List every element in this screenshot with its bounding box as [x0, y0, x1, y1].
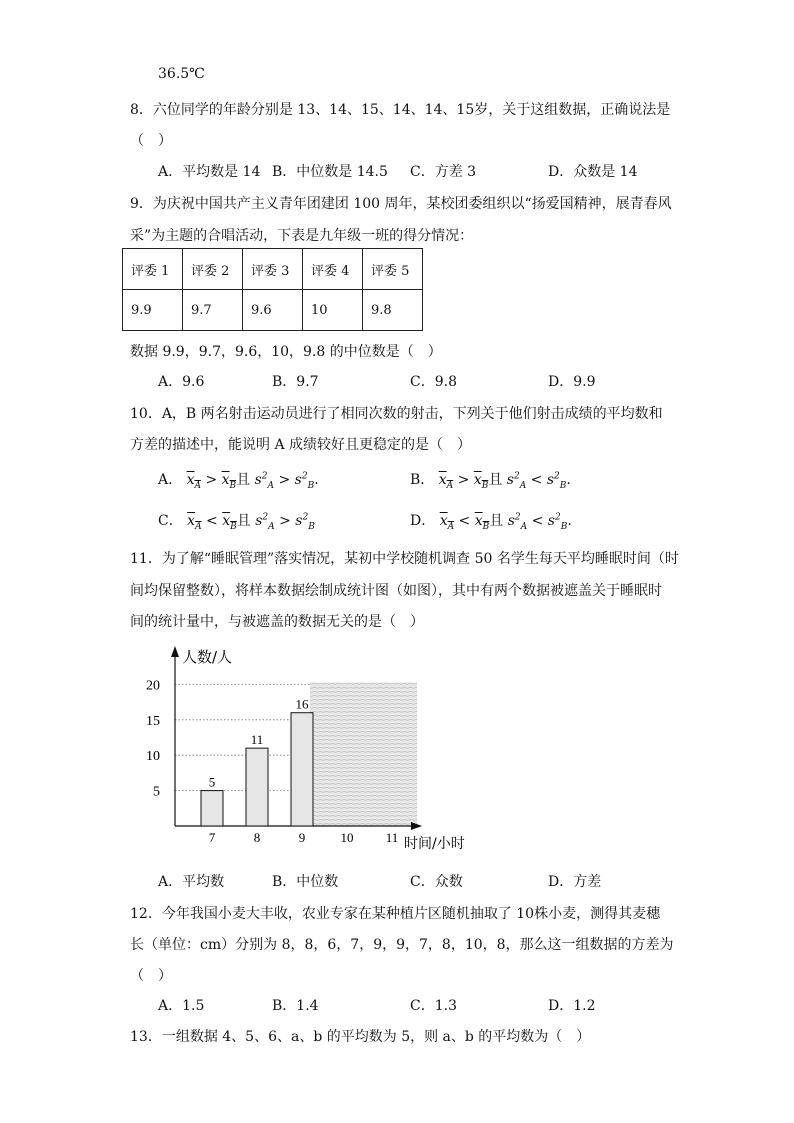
q10-option-d[interactable] — [410, 510, 572, 532]
period: . — [567, 513, 572, 529]
x-axis-label: 时间/小时 — [404, 836, 465, 852]
variance-relation: > — [279, 513, 291, 529]
q10-stem-line2: 方差的描述中，能说明 A 成绩较好且更稳定的是（ ） — [130, 437, 472, 453]
x-tick-label: 7 — [208, 830, 216, 845]
variance-symbol: $s^2_A$ — [507, 512, 528, 532]
table-cell: 9.9 — [123, 290, 183, 331]
q11-option-d[interactable]: D．方差 — [548, 874, 602, 890]
q12-stem-line1: 12．今年我国小麦大丰收，农业专家在某种植片区随机抽取了 10株小麦，测得其麦穗 — [130, 906, 661, 922]
table-header-row — [123, 249, 423, 290]
mean-symbol: $x_A$ — [186, 472, 201, 491]
option-label: A． — [158, 472, 183, 488]
q8-option-c[interactable]: C．方差 3 — [410, 164, 477, 180]
variance-relation: < — [531, 513, 544, 529]
x-tick-label: 8 — [253, 830, 261, 845]
y-axis-arrow — [171, 646, 179, 657]
sleep-time-bar-chart — [0, 630, 794, 870]
x-tick-label: 9 — [298, 830, 306, 845]
x-tick-label: 10 — [340, 830, 354, 845]
option-label: B． — [410, 472, 435, 488]
variance-relation: < — [530, 472, 543, 488]
table-cell: 10 — [303, 290, 363, 331]
q11-stem-line3: 间的统计量中，与被遮盖的数据无关的是（ ） — [130, 614, 424, 630]
y-axis-label: 人数/人 — [182, 648, 233, 666]
q12-option-d[interactable]: D．1.2 — [548, 998, 596, 1014]
mean-relation: > — [205, 472, 218, 488]
x-tick-label: 11 — [385, 830, 399, 845]
mean-symbol: $x_B$ — [474, 513, 490, 532]
q11-option-b[interactable]: B．中位数 — [272, 874, 339, 890]
option-label: D． — [410, 513, 436, 529]
variance-symbol: $s^2_A$ — [255, 512, 275, 532]
mean-relation: < — [458, 513, 471, 529]
table-header-cell: 评委 2 — [183, 249, 243, 290]
q9-stem-line1: 9．为庆祝中国共产主义青年团建团 100 周年，某校团委组织以“扬爱国精神，展青春风 — [130, 196, 672, 212]
period: . — [314, 472, 319, 488]
variance-symbol: $s^2_B$ — [295, 512, 315, 532]
q12-option-b[interactable]: B．1.4 — [272, 998, 319, 1014]
and-word: 且 — [236, 513, 251, 529]
q9-option-c[interactable]: C．9.8 — [410, 374, 457, 390]
bar — [246, 748, 268, 826]
mean-symbol: $x_A$ — [187, 513, 202, 532]
variance-symbol: $s^2_B$ — [294, 471, 315, 491]
bar-data-label: 11 — [250, 732, 264, 748]
mean-symbol: $x_A$ — [439, 513, 455, 532]
and-word: 且 — [489, 513, 504, 529]
variance-symbol: $s^2_A$ — [254, 471, 275, 491]
q9-option-a[interactable]: A．9.6 — [158, 374, 205, 390]
bar-data-label: 16 — [295, 696, 309, 712]
table-header-cell: 评委 5 — [363, 249, 423, 290]
mean-relation: < — [206, 513, 218, 529]
q11-option-a[interactable]: A．平均数 — [158, 874, 225, 890]
mean-symbol: $x_B$ — [222, 513, 237, 532]
q8-stem: 8．六位同学的年龄分别是 13、14、15、14、14、15岁，关于这组数据，正确说法是 — [130, 102, 671, 118]
period: . — [566, 472, 571, 488]
q10-option-c[interactable] — [158, 510, 315, 532]
q13-stem: 13．一组数据 4、5、6、a、b 的平均数为 5，则 a、b 的平均数为（ ） — [130, 1029, 591, 1045]
table-row — [123, 290, 423, 331]
q12-answer-paren: （ ） — [130, 968, 172, 984]
bar-data-label: 5 — [208, 774, 216, 790]
q11-option-c[interactable]: C．众数 — [410, 874, 463, 890]
q12-option-c[interactable]: C．1.3 — [410, 998, 457, 1014]
q9-option-b[interactable]: B．9.7 — [272, 374, 319, 390]
q9-question: 数据 9.9，9.7，9.6，10，9.8 的中位数是（ ） — [130, 344, 442, 360]
q12-stem-line2: 长（单位：cm）分别为 8，8，6，7，9，9，7，8，10，8，那么这一组数据的方差为 — [130, 937, 674, 953]
q10-option-a[interactable] — [158, 469, 319, 491]
y-tick-label: 15 — [146, 713, 160, 729]
variance-relation: > — [278, 472, 291, 488]
bar — [291, 713, 313, 826]
variance-symbol: $s^2_A$ — [506, 471, 527, 491]
table-header-cell: 评委 3 — [243, 249, 303, 290]
previous-answer-fragment: 36.5℃ — [158, 66, 205, 82]
y-tick-label: 20 — [146, 678, 160, 694]
option-label: C． — [158, 513, 183, 529]
q11-stem-line2: 间均保留整数），将样本数据绘制成统计图（如图），其中有两个数据被遮盖关于睡眠时 — [130, 583, 662, 599]
table-cell: 9.7 — [183, 290, 243, 331]
q12-option-a[interactable]: A．1.5 — [158, 998, 205, 1014]
mean-symbol: $x_B$ — [473, 472, 489, 491]
mean-symbol: $x_A$ — [438, 472, 454, 491]
y-tick-label: 5 — [153, 784, 160, 800]
q8-option-b[interactable]: B．中位数是 14.5 — [272, 164, 388, 180]
covered-data-area — [310, 682, 417, 826]
mean-symbol: $x_B$ — [221, 472, 237, 491]
y-tick-label: 10 — [146, 749, 160, 765]
q9-score-table — [122, 248, 423, 331]
q8-answer-paren: （ ） — [130, 133, 172, 149]
and-word: 且 — [236, 472, 251, 488]
variance-symbol: $s^2_B$ — [546, 471, 567, 491]
and-word: 且 — [488, 472, 503, 488]
q10-stem-line1: 10．A，B 两名射击运动员进行了相同次数的射击，下列关于他们射击成绩的平均数和 — [130, 406, 663, 422]
mean-relation: > — [457, 472, 470, 488]
table-cell: 9.8 — [363, 290, 423, 331]
q11-stem-line1: 11．为了解“睡眠管理”落实情况，某初中学校随机调查 50 名学生每天平均睡眠时间（时 — [130, 551, 679, 567]
q9-option-d[interactable]: D．9.9 — [548, 374, 596, 390]
bar — [201, 791, 223, 826]
q8-option-d[interactable]: D．众数是 14 — [548, 164, 638, 180]
q10-option-b[interactable] — [410, 469, 571, 491]
variance-symbol: $s^2_B$ — [547, 512, 568, 532]
table-header-cell: 评委 1 — [123, 249, 183, 290]
q9-stem-line2: 采”为主题的合唱活动，下表是九年级一班的得分情况： — [130, 228, 474, 244]
table-cell: 9.6 — [243, 290, 303, 331]
table-header-cell: 评委 4 — [303, 249, 363, 290]
q8-option-a[interactable]: A．平均数是 14 — [158, 164, 261, 180]
